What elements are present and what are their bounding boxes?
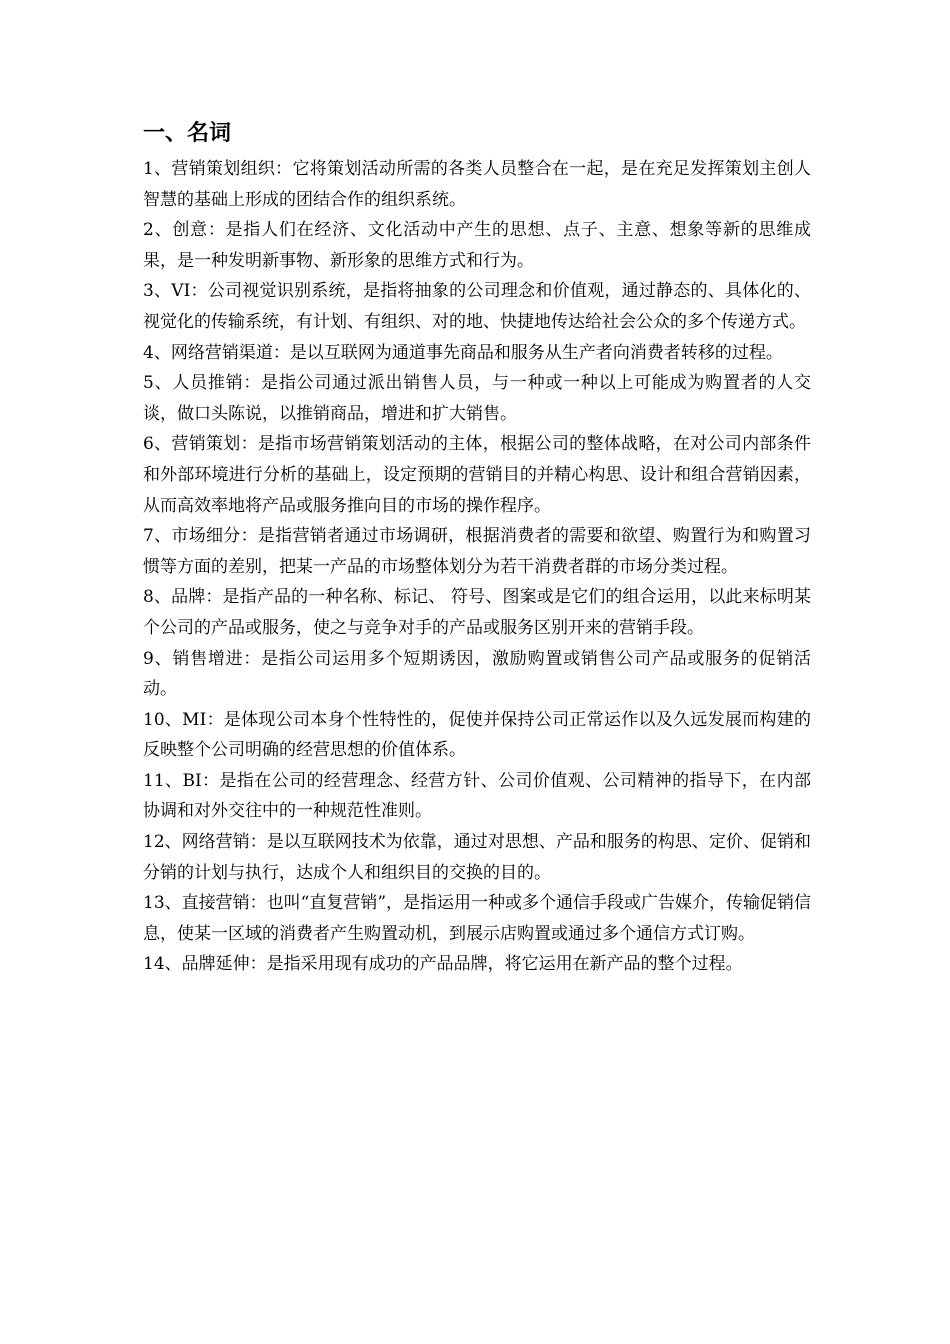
term-item-14: 14、品牌延伸：是指采用现有成功的产品品牌，将它运用在新产品的整个过程。 [143, 954, 743, 975]
term-list [143, 154, 811, 980]
term-item-1: 1、营销策划组织：它将策划活动所需的各类人员整合在一起，是在充足发挥策划主创人智慧的基础上形成的团结合作的组织系统。 [143, 159, 811, 210]
term-item-12: 12、网络营销：是以互联网技术为依靠，通过对思想、产品和服务的构思、定价、促销和分销的计划与执行，达成个人和组织目的交换的目的。 [143, 832, 811, 883]
term-item-3: 3、VI：公司视觉识别系统，是指将抽象的公司理念和价值观，通过静态的、具体化的、视觉化的传输系统，有计划、有组织、对的地、快捷地传达给社会公众的多个传递方式。 [143, 281, 811, 332]
term-item-9: 9、销售增进：是指公司运用多个短期诱因，激励购置或销售公司产品或服务的促销活动。 [143, 648, 811, 700]
term-item-4: 4、网络营销渠道：是以互联网为通道事先商品和服务从生产者向消费者转移的过程。 [143, 342, 783, 363]
term-item-5: 5、人员推销：是指公司通过派出销售人员，与一种或一种以上可能成为购置者的人交谈，做口头陈说，以推销商品，增进和扩大销售。 [143, 373, 811, 424]
term-item-10: 10、MI：是体现公司本身个性特性的，促使并保持公司正常运作以及久远发展而构建的反映整个公司明确的经营思想的价值体系。 [143, 709, 811, 761]
section-heading: 一、名词 [143, 121, 232, 146]
term-item-13: 13、直接营销：也叫“直复营销”，是指运用一种或多个通信手段或广告媒介，传输促销信息，使某一区域的消费者产生购置动机，到展示店购置或通过多个通信方式订购。 [143, 893, 812, 944]
term-item-8: 8、品牌：是指产品的一种名称、标记、 符号、图案或是它们的组合运用，以此来标明某个公司的产品或服务，使之与竞争对手的产品或服务区别开来的营销手段。 [143, 587, 811, 638]
term-item-6: 6、营销策划：是指市场营销策划活动的主体，根据公司的整体战略，在对公司内部条件和外部环境进行分析的基础上，设定预期的营销目的并精心构思、设计和组合营销因素，从而高效率地将产品或服务推向目的市场的操作程序。 [143, 434, 811, 516]
term-item-7: 7、市场细分：是指营销者通过市场调研，根据消费者的需要和欲望、购置行为和购置习惯等方面的差别，把某一产品的市场整体划分为若干消费者群的市场分类过程。 [143, 526, 811, 577]
term-item-11: 11、BI：是指在公司的经营理念、经营方针、公司价值观、公司精神的指导下，在内部协调和对外交往中的一种规范性准则。 [143, 770, 811, 822]
term-item-2: 2、创意：是指人们在经济、文化活动中产生的思想、点子、主意、想象等新的思维成果，是一种发明新事物、新形象的思维方式和行为。 [143, 220, 811, 271]
